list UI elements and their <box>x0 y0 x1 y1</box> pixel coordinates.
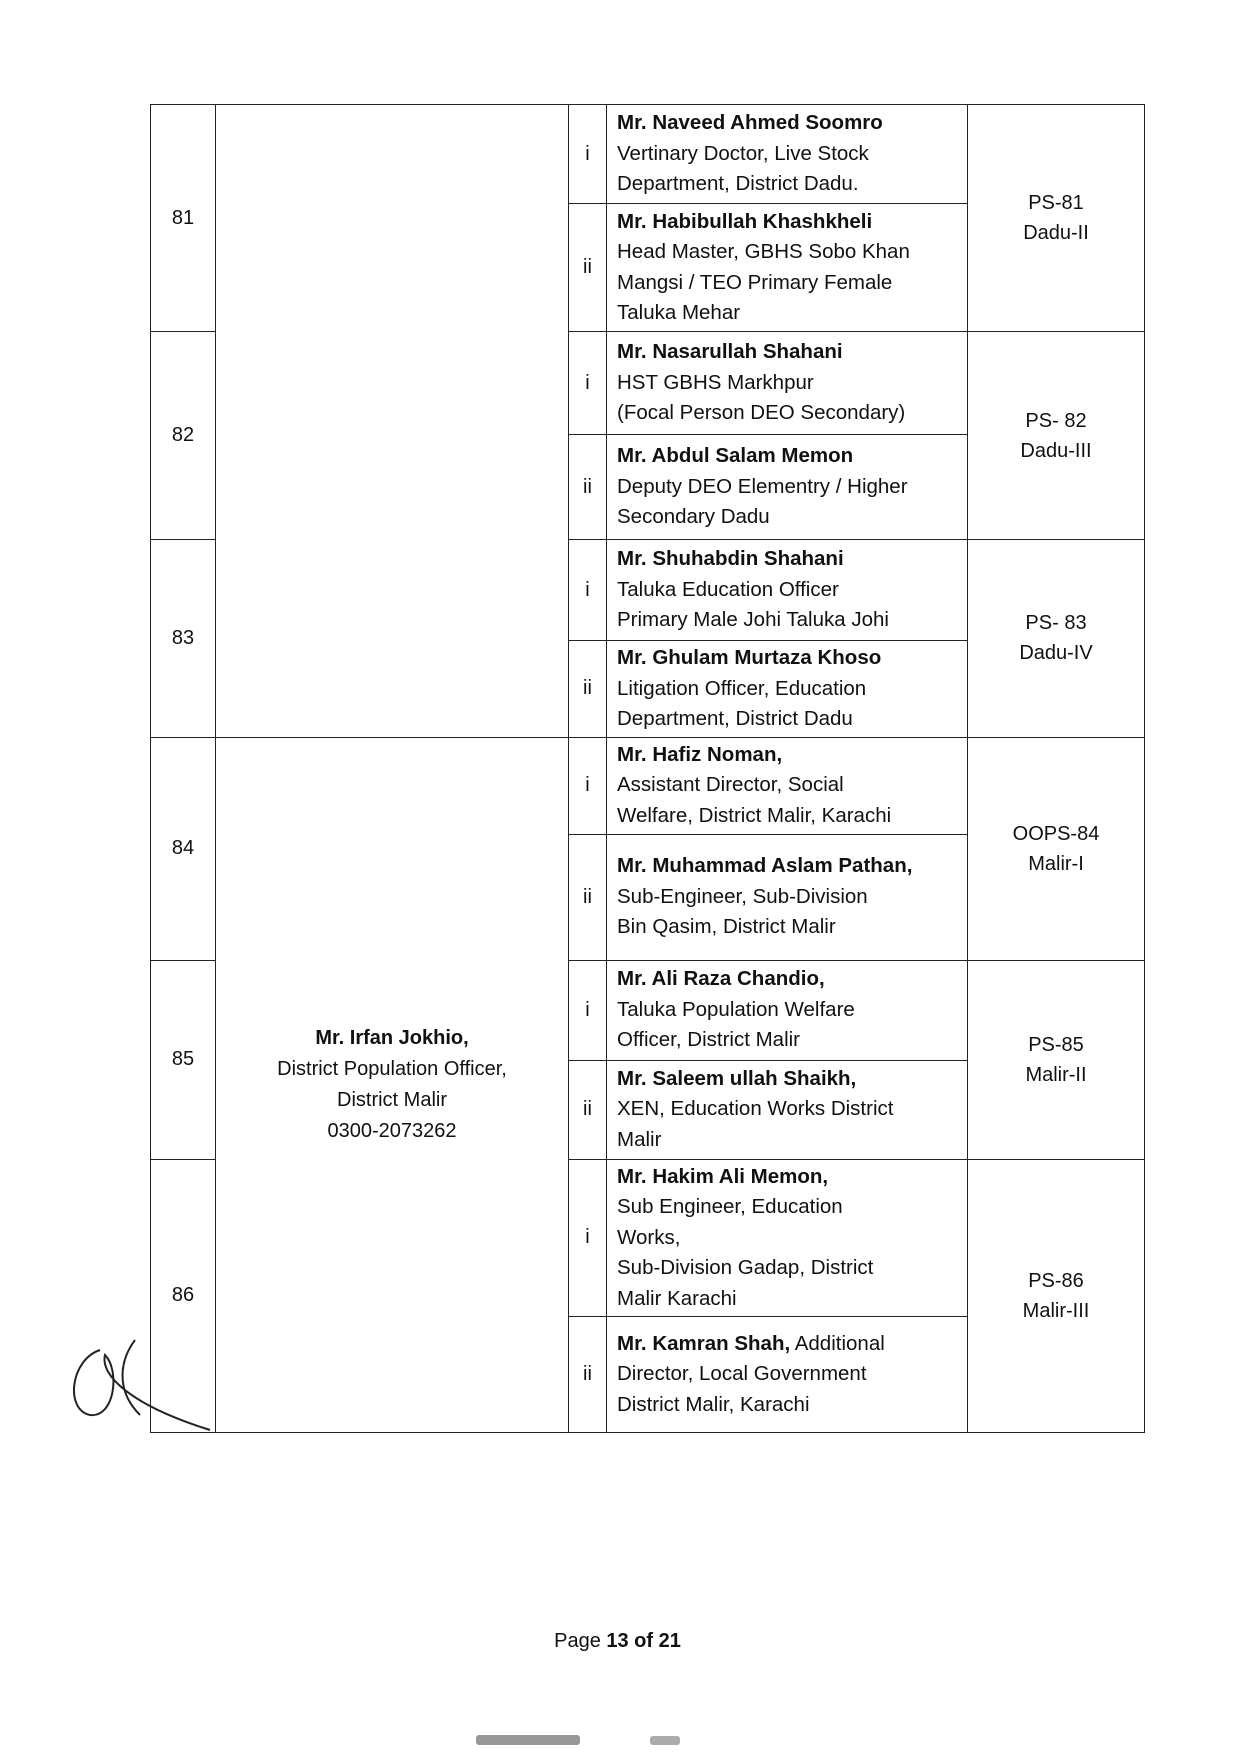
person-detail: Sub-Engineer, Sub-Division <box>617 884 868 908</box>
serial-number: 83 <box>151 540 216 738</box>
person-detail: Officer, District Malir <box>617 1028 800 1052</box>
polling-station <box>968 332 1145 540</box>
polling-station <box>968 960 1145 1159</box>
station-area: Malir-III <box>1022 1299 1090 1322</box>
person-cell <box>607 1159 968 1317</box>
person-detail: Head Master, GBHS Sobo Khan <box>617 240 910 263</box>
person-detail: Malir Karachi <box>617 1286 737 1310</box>
person-name: Mr. Hafiz Noman, <box>617 742 783 766</box>
station-code: PS-86 <box>1028 1269 1084 1292</box>
person-detail: Taluka Mehar <box>617 301 741 324</box>
person-detail-inline: Additional <box>790 1331 885 1355</box>
person-detail: Department, District Dadu <box>617 707 853 730</box>
person-detail: Sub Engineer, Education <box>617 1195 843 1218</box>
person-cell <box>607 960 968 1060</box>
serial-number: 81 <box>151 105 216 332</box>
station-code: PS-81 <box>1028 192 1084 214</box>
officer-designation: District Population Officer, <box>277 1057 507 1080</box>
person-detail: Bin Qasim, District Malir <box>617 915 836 939</box>
person-cell <box>607 641 968 738</box>
person-detail: Department, District Dadu. <box>617 172 859 196</box>
page-of: of <box>628 1630 659 1652</box>
person-detail: (Focal Person DEO Secondary) <box>617 401 906 425</box>
polling-station <box>968 737 1145 960</box>
person-cell <box>607 105 968 204</box>
station-area: Malir-I <box>1028 852 1084 875</box>
person-detail: Vertinary Doctor, Live Stock <box>617 141 869 165</box>
person-name: Mr. Hakim Ali Memon, <box>617 1164 829 1188</box>
table-row <box>151 105 1145 204</box>
page-footer <box>0 1630 1235 1653</box>
station-area: Dadu-III <box>1020 439 1092 462</box>
person-detail: Works, <box>617 1225 681 1249</box>
officer-phone: 0300-2073262 <box>327 1119 457 1142</box>
roman-index: i <box>569 737 607 834</box>
person-detail: Taluka Education Officer <box>617 577 839 601</box>
person-cell <box>607 204 968 332</box>
roman-index: ii <box>569 834 607 960</box>
person-detail: Assistant Director, Social <box>617 773 844 797</box>
page-current: 13 <box>606 1630 629 1652</box>
person-detail: HST GBHS Markhpur <box>617 370 814 394</box>
page-label: Page <box>554 1630 607 1652</box>
serial-number: 84 <box>151 737 216 960</box>
person-detail: Director, Local Government <box>617 1362 867 1386</box>
person-name: Mr. Abdul Salam Memon <box>617 444 854 468</box>
person-detail: Primary Male Johi Taluka Johi <box>617 608 889 632</box>
roman-index: i <box>569 1159 607 1317</box>
person-name: Mr. Saleem ullah Shaikh, <box>617 1066 857 1090</box>
station-area: Malir-II <box>1025 1063 1087 1086</box>
station-area: Dadu-IV <box>1019 642 1093 665</box>
person-cell <box>607 435 968 540</box>
serial-number: 85 <box>151 960 216 1159</box>
person-cell <box>607 332 968 435</box>
scan-smudge <box>650 1736 680 1745</box>
polling-station <box>968 1159 1145 1433</box>
polling-station <box>968 540 1145 738</box>
station-code: PS- 82 <box>1025 409 1087 432</box>
person-name: Mr. Ali Raza Chandio, <box>617 967 825 991</box>
person-name: Mr. Shuhabdin Shahani <box>617 547 844 571</box>
person-cell <box>607 1060 968 1159</box>
station-code: OOPS-84 <box>1012 822 1100 845</box>
person-detail: Secondary Dadu <box>617 505 770 529</box>
person-name: Mr. Habibullah Khashkheli <box>617 209 873 233</box>
roman-index: ii <box>569 1060 607 1159</box>
person-name: Mr. Ghulam Murtaza Khoso <box>617 646 882 669</box>
person-cell <box>607 1317 968 1433</box>
officer-cell-dadu <box>216 105 569 738</box>
person-detail: Litigation Officer, Education <box>617 676 867 700</box>
person-cell <box>607 737 968 834</box>
person-name: Mr. Kamran Shah, <box>617 1331 791 1355</box>
serial-number: 82 <box>151 332 216 540</box>
officer-cell-malir <box>216 737 569 1433</box>
station-code: PS-85 <box>1028 1033 1084 1056</box>
officer-district: District Malir <box>337 1088 447 1111</box>
person-cell <box>607 540 968 641</box>
duty-table <box>150 104 1145 1433</box>
person-detail: Mangsi / TEO Primary Female <box>617 270 893 294</box>
station-code: PS- 83 <box>1025 612 1087 635</box>
roman-index: i <box>569 960 607 1060</box>
person-detail: District Malir, Karachi <box>617 1392 810 1416</box>
officer-name: Mr. Irfan Jokhio, <box>315 1026 469 1049</box>
roman-index: ii <box>569 435 607 540</box>
roman-index: i <box>569 332 607 435</box>
roman-index: i <box>569 540 607 641</box>
person-detail: Deputy DEO Elementry / Higher <box>617 474 908 498</box>
person-detail: Welfare, District Malir, Karachi <box>617 803 892 827</box>
roman-index: ii <box>569 204 607 332</box>
station-area: Dadu-II <box>1023 222 1089 244</box>
roman-index: ii <box>569 641 607 738</box>
scan-smudge <box>476 1735 580 1745</box>
table-row <box>151 737 1145 834</box>
roman-index: i <box>569 105 607 204</box>
person-name: Mr. Nasarullah Shahani <box>617 340 843 364</box>
serial-number: 86 <box>151 1159 216 1433</box>
person-detail: XEN, Education Works District <box>617 1097 894 1121</box>
person-detail: Malir <box>617 1127 662 1151</box>
person-detail: Sub-Division Gadap, District <box>617 1256 874 1279</box>
polling-station <box>968 105 1145 332</box>
person-detail: Taluka Population Welfare <box>617 997 855 1021</box>
roman-index: ii <box>569 1317 607 1433</box>
person-name: Mr. Naveed Ahmed Soomro <box>617 111 883 135</box>
person-cell <box>607 834 968 960</box>
page-total: 21 <box>658 1630 681 1652</box>
person-first-line <box>617 1329 961 1360</box>
person-name: Mr. Muhammad Aslam Pathan, <box>617 854 913 878</box>
